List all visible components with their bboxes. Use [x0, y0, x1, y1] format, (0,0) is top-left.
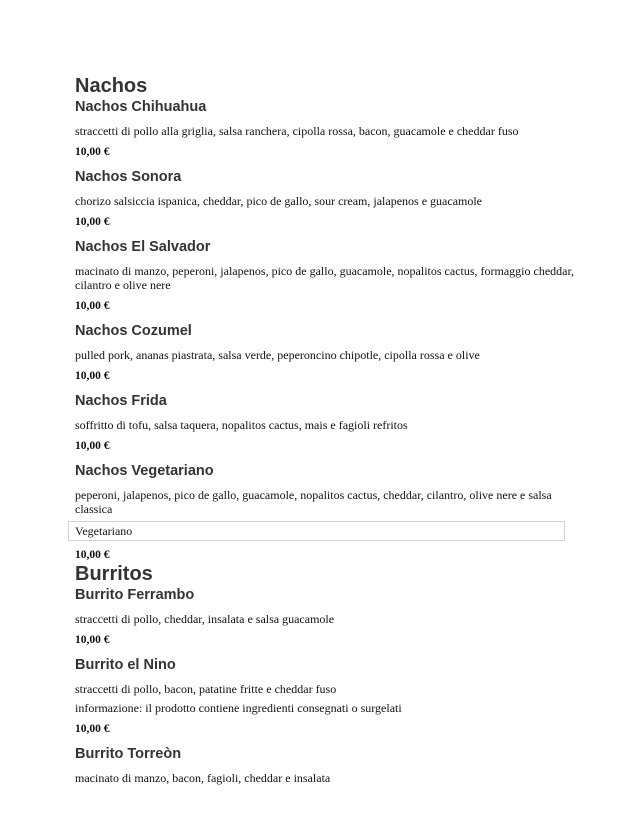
item-description: straccetti di pollo, cheddar, insalata e salsa guacamole: [75, 612, 335, 626]
item-note: informazione: il prodotto contiene ingredienti consegnati o surgelati: [75, 701, 402, 715]
menu-page: [75, 74, 575, 785]
item-description: chorizo salsiccia ispanica, cheddar, pico de gallo, sour cream, jalapenos e guacamole: [75, 194, 483, 208]
item-price: 10,00 €: [75, 216, 110, 228]
item-price: 10,00 €: [75, 549, 110, 561]
item-title: Nachos Frida: [75, 393, 167, 409]
item-title: Burrito Torreòn: [75, 746, 182, 762]
item-price: 10,00 €: [75, 440, 110, 452]
item-description: macinato di manzo, bacon, fagioli, cheddar e insalata: [75, 771, 331, 785]
item-description: straccetti di pollo, bacon, patatine fritte e cheddar fuso: [75, 682, 337, 696]
vegetarian-badge: Vegetariano: [68, 521, 565, 541]
item-title: Nachos Chihuahua: [75, 99, 207, 115]
item-price: 10,00 €: [75, 723, 110, 735]
item-description: peperoni, jalapenos, pico de gallo, guacamole, nopalitos cactus, cheddar, cilantro, olive nere e salsa classica: [75, 488, 552, 516]
item-title: Nachos Sonora: [75, 169, 182, 185]
item-price: 10,00 €: [75, 634, 110, 646]
item-title: Nachos Cozumel: [75, 323, 192, 339]
item-price: 10,00 €: [75, 370, 110, 382]
item-description: macinato di manzo, peperoni, jalapenos, pico de gallo, guacamole, nopalitos cactus, formaggio cheddar, cilantro e olive nere: [75, 264, 575, 292]
item-description: straccetti di pollo alla griglia, salsa ranchera, cipolla rossa, bacon, guacamole e cheddar fuso: [75, 124, 519, 138]
section-title: Nachos: [75, 75, 148, 97]
item-title: Burrito Ferrambo: [75, 587, 195, 603]
item-description: pulled pork, ananas piastrata, salsa verde, peperoncino chipotle, cipolla rossa e olive: [75, 348, 480, 362]
item-title: Nachos Vegetariano: [75, 463, 214, 479]
item-price: 10,00 €: [75, 146, 110, 158]
item-title: Nachos El Salvador: [75, 239, 211, 255]
item-description: soffritto di tofu, salsa taquera, nopalitos cactus, mais e fagioli refritos: [75, 418, 408, 432]
item-title: Burrito el Nino: [75, 657, 176, 673]
section-title: Burritos: [75, 563, 153, 585]
item-price: 10,00 €: [75, 300, 110, 312]
